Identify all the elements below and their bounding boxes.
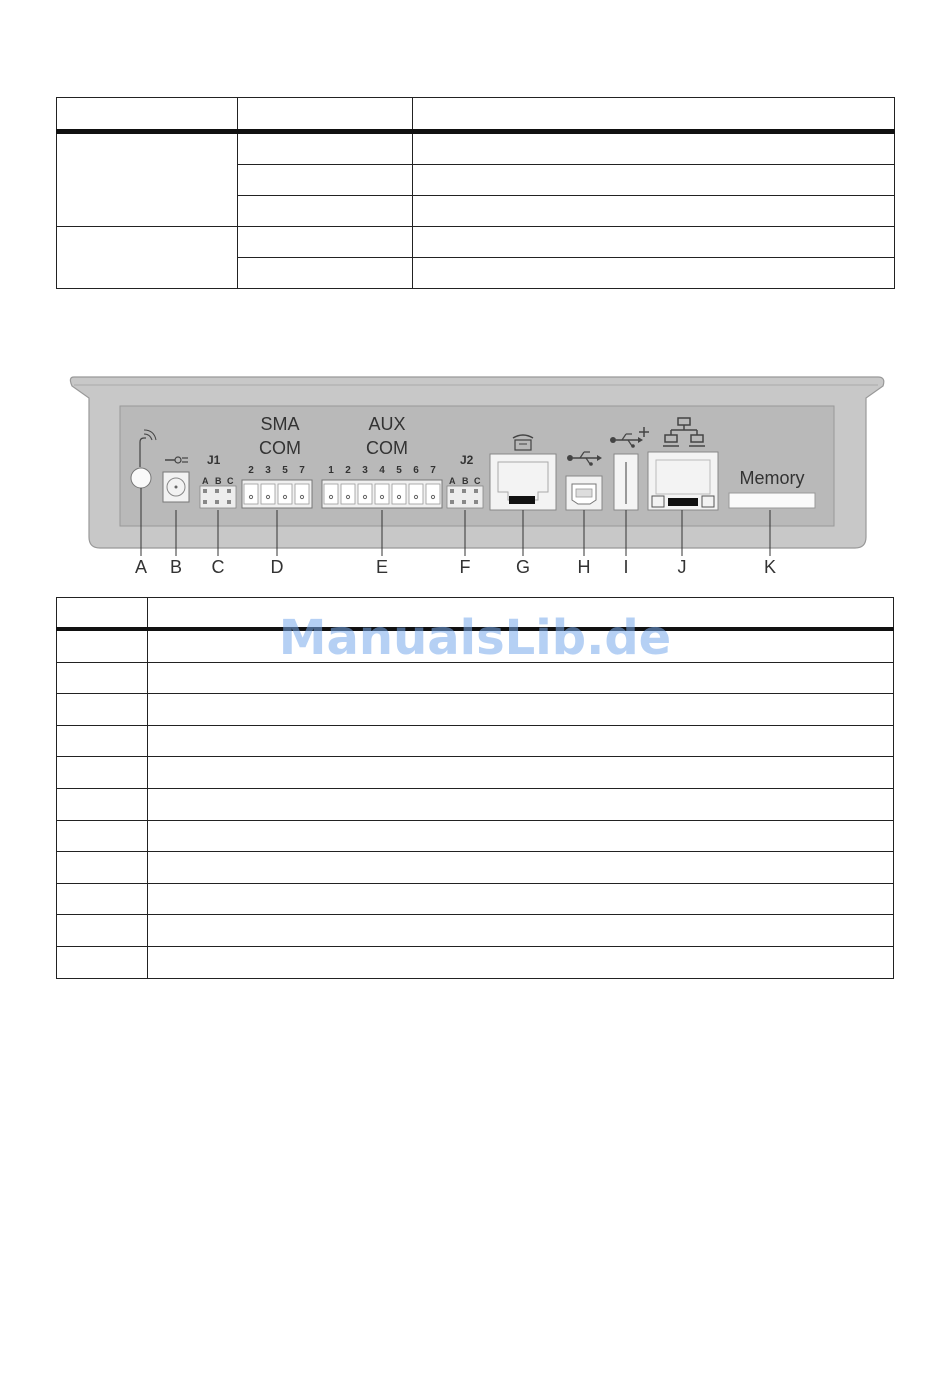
aux-label: AUX bbox=[368, 414, 406, 434]
table-cell bbox=[413, 227, 895, 258]
pin-number: 7 bbox=[430, 465, 436, 476]
pin-number: 6 bbox=[413, 465, 419, 476]
bottom-header-cell-2 bbox=[148, 598, 894, 630]
top-header-cell-3 bbox=[413, 98, 895, 132]
table-row bbox=[57, 883, 894, 915]
table-cell bbox=[148, 852, 894, 884]
table-row bbox=[57, 629, 894, 662]
sma-com-label: COM bbox=[259, 438, 301, 458]
table-cell bbox=[57, 915, 148, 947]
table-row bbox=[57, 757, 894, 789]
table-row bbox=[57, 915, 894, 947]
top-header-cell-2 bbox=[238, 98, 413, 132]
usb-b-tongue bbox=[576, 489, 592, 497]
callout-letter: G bbox=[515, 557, 531, 577]
bottom-table-body bbox=[57, 629, 894, 978]
callout-letter: J bbox=[677, 557, 687, 577]
table-cell bbox=[238, 196, 413, 227]
watermark: ManualsLib.de bbox=[278, 610, 672, 666]
j2-label: J2 bbox=[460, 453, 474, 467]
power-jack-pin bbox=[175, 486, 178, 489]
table-cell bbox=[148, 725, 894, 757]
table-cell bbox=[148, 757, 894, 789]
table-row bbox=[57, 132, 895, 165]
table-row bbox=[57, 694, 894, 726]
j1-pin-b: B bbox=[215, 476, 222, 486]
table-cell bbox=[413, 196, 895, 227]
aux-terminal-slots bbox=[324, 484, 440, 504]
device-rear-panel-diagram bbox=[60, 372, 890, 582]
table-row bbox=[57, 662, 894, 694]
table-cell bbox=[57, 629, 148, 662]
pin-number: 3 bbox=[265, 465, 271, 476]
top-header-cell-1 bbox=[57, 98, 238, 132]
table-cell bbox=[413, 132, 895, 165]
table-cell bbox=[57, 725, 148, 757]
terminal-slot bbox=[341, 484, 355, 504]
terminal-slot bbox=[278, 484, 292, 504]
table-cell bbox=[57, 694, 148, 726]
table-cell bbox=[148, 629, 894, 662]
table-cell bbox=[57, 852, 148, 884]
callout-letter: K bbox=[763, 557, 777, 577]
table-cell bbox=[238, 227, 413, 258]
table-cell bbox=[57, 662, 148, 694]
table-cell bbox=[148, 883, 894, 915]
callout-letter: H bbox=[577, 557, 591, 577]
pin-number: 4 bbox=[379, 465, 385, 476]
terminal-slot bbox=[261, 484, 275, 504]
j2-pin-a: A bbox=[449, 476, 456, 486]
memory-label: Memory bbox=[739, 468, 805, 488]
j1-pin-c: C bbox=[227, 476, 234, 486]
bottom-header-cell-1 bbox=[57, 598, 148, 630]
pin-number: 2 bbox=[248, 465, 254, 476]
table-cell bbox=[148, 946, 894, 978]
terminal-slot bbox=[324, 484, 338, 504]
callout-letter: F bbox=[459, 557, 471, 577]
j1-pin-a: A bbox=[202, 476, 209, 486]
bottom-table bbox=[56, 597, 894, 979]
pin-number: 1 bbox=[328, 465, 334, 476]
memory-card-slot bbox=[729, 493, 815, 508]
terminal-slot bbox=[295, 484, 309, 504]
terminal-slot bbox=[409, 484, 423, 504]
table-cell bbox=[148, 820, 894, 852]
table-row bbox=[57, 946, 894, 978]
aux-com-label: COM bbox=[366, 438, 408, 458]
table-cell bbox=[148, 915, 894, 947]
pin-number: 7 bbox=[299, 465, 305, 476]
antenna-connector bbox=[131, 468, 151, 488]
ethernet-contacts bbox=[668, 498, 698, 506]
j2-pin-b: B bbox=[462, 476, 469, 486]
top-table-header bbox=[57, 98, 895, 132]
table-cell bbox=[238, 132, 413, 165]
callout-letter: C bbox=[211, 557, 225, 577]
terminal-slot bbox=[358, 484, 372, 504]
telephone-port-contacts bbox=[509, 496, 535, 504]
table-cell bbox=[57, 788, 148, 820]
terminal-slot bbox=[426, 484, 440, 504]
pin-number: 5 bbox=[282, 465, 288, 476]
j1-label: J1 bbox=[207, 453, 221, 467]
table-cell bbox=[57, 132, 238, 227]
table-cell bbox=[57, 757, 148, 789]
terminal-slot bbox=[375, 484, 389, 504]
pin-number: 3 bbox=[362, 465, 368, 476]
top-table bbox=[56, 97, 895, 289]
terminal-slot bbox=[392, 484, 406, 504]
callout-letter: E bbox=[375, 557, 389, 577]
sma-label: SMA bbox=[260, 414, 300, 434]
table-cell bbox=[57, 820, 148, 852]
pin-number: 5 bbox=[396, 465, 402, 476]
table-cell bbox=[238, 165, 413, 196]
table-row bbox=[57, 820, 894, 852]
table-cell bbox=[148, 662, 894, 694]
table-cell bbox=[57, 883, 148, 915]
pin-number: 2 bbox=[345, 465, 351, 476]
terminal-slot bbox=[244, 484, 258, 504]
table-cell bbox=[148, 694, 894, 726]
bottom-table-header bbox=[57, 598, 894, 630]
callout-letter: D bbox=[270, 557, 284, 577]
table-row bbox=[57, 852, 894, 884]
table-cell bbox=[148, 788, 894, 820]
callout-letter: I bbox=[623, 557, 629, 577]
table-cell bbox=[238, 258, 413, 289]
table-cell bbox=[413, 258, 895, 289]
table-row bbox=[57, 725, 894, 757]
table-cell bbox=[57, 227, 238, 289]
callout-letter: A bbox=[134, 557, 148, 577]
table-cell bbox=[57, 946, 148, 978]
table-row bbox=[57, 227, 895, 258]
callout-letter: B bbox=[169, 557, 183, 577]
table-cell bbox=[413, 165, 895, 196]
j2-pin-c: C bbox=[474, 476, 481, 486]
table-row bbox=[57, 788, 894, 820]
